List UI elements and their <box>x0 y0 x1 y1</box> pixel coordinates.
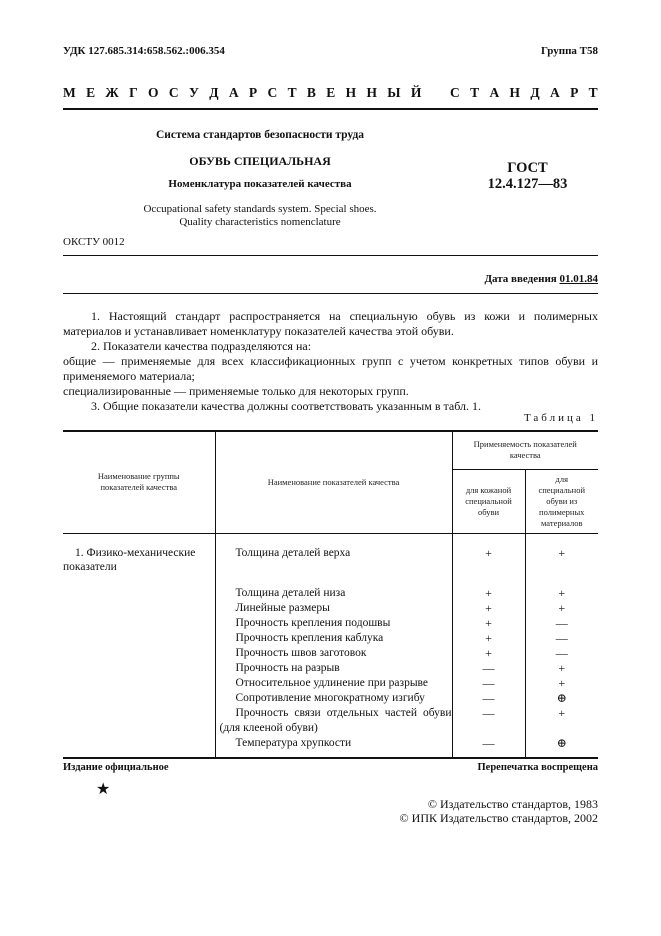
banner-letter: Й <box>410 85 422 100</box>
banner-letter: Т <box>287 85 297 100</box>
reprint-prohibited: Перепечатка воспрещена <box>477 762 598 773</box>
table-row <box>63 616 598 631</box>
table-row <box>63 661 598 676</box>
group-code: Группа Т58 <box>540 45 598 57</box>
leather-applicability: — <box>452 706 525 736</box>
group-empty-cell <box>63 574 215 601</box>
title-block-rule <box>63 255 598 256</box>
polymer-applicability: + <box>558 600 566 615</box>
copyright-line2: © ИПК Издательство стандартов, 2002 <box>399 811 598 825</box>
copyright <box>400 797 598 825</box>
leather-applicability: + <box>452 533 525 574</box>
leather-applicability: + <box>452 631 525 646</box>
indicator-name <box>215 574 452 601</box>
document-title: ОБУВЬ СПЕЦИАЛЬНАЯ <box>189 154 331 168</box>
leather-applicability: — <box>452 676 525 691</box>
table-row <box>63 631 598 646</box>
group-empty-cell <box>63 661 215 676</box>
group-empty-cell <box>63 601 215 616</box>
banner-letter: А <box>228 85 239 100</box>
indicator-name-text: Прочность швов заготовок <box>235 646 367 659</box>
group-empty-cell <box>63 646 215 661</box>
banner-letter: Н <box>509 85 521 100</box>
header-applicability: Применяемость показателей качества <box>452 431 598 469</box>
indicator-name-text: Температура хрупкости <box>235 736 352 749</box>
group-empty-cell <box>63 706 215 736</box>
banner-letter: Д <box>530 85 540 100</box>
leather-applicability: + <box>452 646 525 661</box>
banner-letter: Г <box>129 85 138 100</box>
intro-date-value: 01.01.84 <box>559 273 598 285</box>
gost-designation <box>470 160 585 192</box>
indicator-name <box>215 691 452 706</box>
polymer-applicability: ⊕ <box>556 735 567 750</box>
gost-label: ГОСТ <box>507 160 548 176</box>
leather-applicability: + <box>452 616 525 631</box>
banner-letter: Р <box>570 85 579 100</box>
polymer-applicability: — <box>555 615 568 630</box>
header-indicator-name: Наименование показателей качества <box>215 431 452 533</box>
indicator-name-text: Сопротивление многократному изгибу <box>235 691 425 704</box>
group-empty-cell <box>63 616 215 631</box>
star-icon: ★ <box>96 781 111 798</box>
indicator-name <box>215 661 452 676</box>
interstate-standard-banner <box>63 85 598 101</box>
banner-letter: С <box>267 85 278 100</box>
indicator-name-text: Прочность крепления подошвы <box>235 616 391 629</box>
header-group: Наименование группы показателей качества <box>63 431 215 533</box>
banner-letter: В <box>306 85 316 100</box>
table-row <box>63 646 598 661</box>
udk-code: УДК 127.685.314:658.562.:006.354 <box>63 45 225 57</box>
table-row <box>63 601 598 616</box>
table-body <box>63 533 598 757</box>
official-edition: Издание официальное <box>63 762 169 773</box>
group-empty-cell <box>63 736 215 757</box>
polymer-applicability: + <box>558 585 566 600</box>
indicator-name <box>215 676 452 691</box>
indicator-name-text: Прочность на разрыв <box>235 661 340 674</box>
english-title-line1: Occupational safety standards system. Special shoes. <box>143 203 377 215</box>
paragraph-5: 3. Общие показатели качества должны соответствовать указанным в табл. 1. <box>91 399 481 413</box>
leather-applicability: + <box>452 574 525 601</box>
leather-applicability: — <box>452 736 525 757</box>
indicator-name-text: Толщина деталей верха <box>235 546 351 559</box>
table-row <box>63 706 598 736</box>
copyright-line1: © Издательство стандартов, 1983 <box>427 797 598 811</box>
intro-date-label: Дата введения <box>484 273 557 285</box>
banner-letter: У <box>188 85 199 100</box>
header-polymer: для специальной обуви из полимерных материалов <box>525 469 598 533</box>
group-name: 1. Физико-механические показатели <box>63 546 196 573</box>
indicator-name <box>215 736 452 757</box>
polymer-applicability: ⊕ <box>556 690 567 705</box>
paragraph-4: специализированные — применяемые только для некоторых групп. <box>63 384 409 398</box>
banner-rule <box>63 108 598 110</box>
paragraph-2: 2. Показатели качества подразделяются на: <box>91 339 312 353</box>
table-row <box>63 533 598 574</box>
banner-letter: Ж <box>105 85 119 100</box>
banner-letter: С <box>450 85 460 100</box>
banner-letter: Е <box>86 85 96 100</box>
banner-letter: Е <box>326 85 336 100</box>
system-title: Система стандартов безопасности труда <box>155 129 365 141</box>
leather-applicability: — <box>452 691 525 706</box>
english-title-line2: Quality characteristics nomenclature <box>179 216 341 228</box>
table-row <box>63 676 598 691</box>
indicator-name <box>215 533 452 574</box>
header-leather: для кожаной специальной обуви <box>452 469 525 533</box>
indicator-name <box>215 631 452 646</box>
banner-letter: А <box>550 85 560 100</box>
table-label: Таблица 1 <box>523 412 598 424</box>
polymer-applicability: + <box>558 675 566 690</box>
gost-number: 12.4.127—83 <box>487 176 568 192</box>
banner-letter: М <box>63 85 76 100</box>
banner-letter: Т <box>588 85 598 100</box>
banner-gap <box>432 85 440 101</box>
footer-rule <box>63 757 598 759</box>
banner-letter: Т <box>470 85 480 100</box>
quality-indicators-table <box>63 430 598 757</box>
body-text <box>63 309 598 414</box>
group-empty-cell <box>63 631 215 646</box>
indicator-name-text: Относительное удлинение при разрыве <box>235 676 429 689</box>
banner-letter: Ы <box>387 85 401 100</box>
polymer-applicability: — <box>555 645 568 660</box>
paragraph-1: 1. Настоящий стандарт распространяется на специальную обувь из кожи и полимерных материалов и устанавливает номенклатуру показателей качества этой обуви. <box>63 309 598 338</box>
polymer-applicability: + <box>558 545 566 560</box>
banner-letter: Н <box>366 85 377 100</box>
indicator-name <box>215 706 452 736</box>
indicator-name-text: Прочность связи отдельных частей обуви (для клееной обуви) <box>219 706 452 734</box>
indicator-name <box>215 601 452 616</box>
leather-applicability: + <box>452 601 525 616</box>
leather-applicability: — <box>452 661 525 676</box>
indicator-name-text: Линейные размеры <box>235 601 330 614</box>
table-row <box>63 736 598 757</box>
banner-letter: О <box>148 85 159 100</box>
indicator-name-text: Толщина деталей низа <box>235 586 346 599</box>
paragraph-3: общие — применяемые для всех классификационных групп с учетом конкретных типов обуви и применяемого материала; <box>63 354 598 383</box>
date-rule <box>63 293 598 294</box>
intro-date <box>484 273 598 285</box>
banner-letter: А <box>489 85 500 100</box>
banner-letter: Н <box>345 85 357 100</box>
okstu-code: ОКСТУ 0012 <box>63 236 125 248</box>
polymer-applicability: — <box>555 630 568 645</box>
banner-letter: Р <box>248 85 258 100</box>
group-empty-cell <box>63 691 215 706</box>
group-empty-cell <box>63 676 215 691</box>
english-title <box>120 203 400 229</box>
indicator-name <box>215 646 452 661</box>
table-row <box>63 691 598 706</box>
polymer-applicability: + <box>558 660 566 675</box>
indicator-name <box>215 616 452 631</box>
group-name-cell <box>63 533 215 574</box>
polymer-applicability: + <box>558 705 566 720</box>
table-row <box>63 574 598 601</box>
indicator-name-text: Прочность крепления каблука <box>235 631 384 644</box>
banner-letter: С <box>168 85 179 100</box>
document-subtitle: Номенклатура показателей качества <box>168 178 352 190</box>
banner-letter: Д <box>209 85 219 100</box>
